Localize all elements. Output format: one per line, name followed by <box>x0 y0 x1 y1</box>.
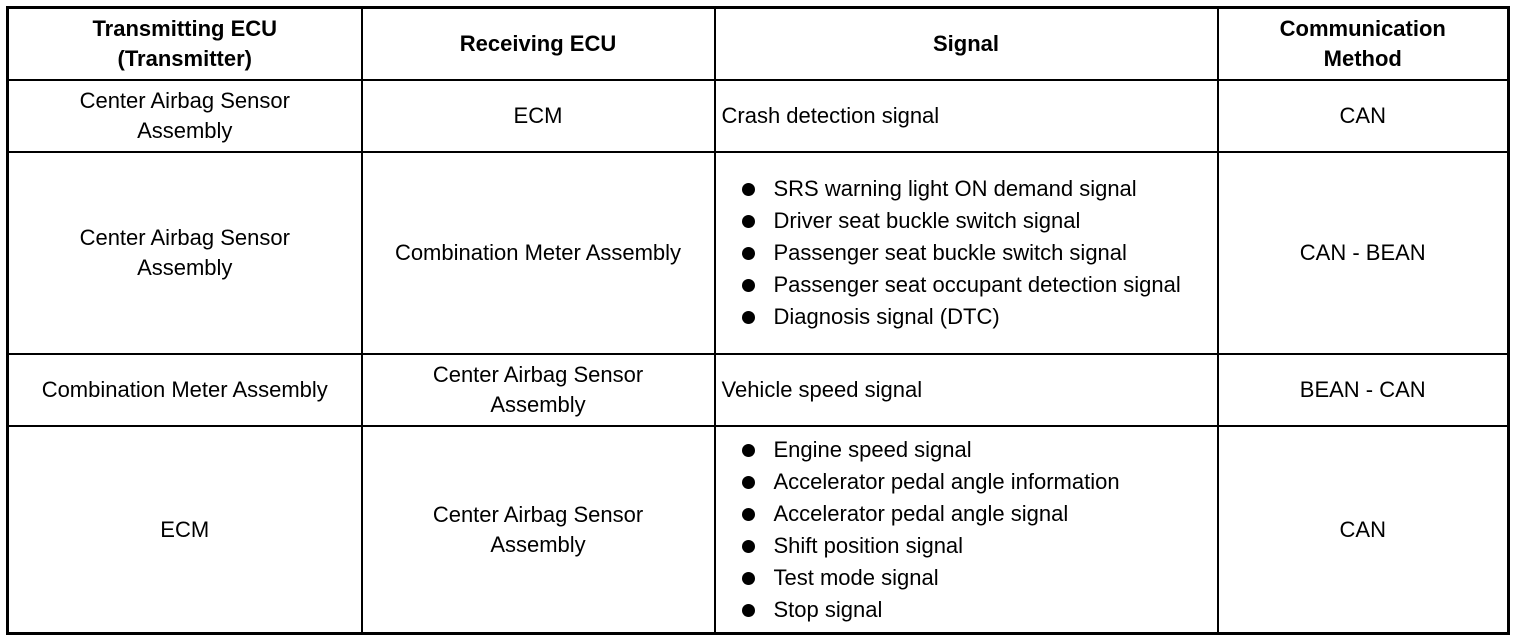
bullet-icon <box>742 183 755 196</box>
receiver-line2: Assembly <box>490 531 586 557</box>
method-cell: CAN <box>1218 80 1509 152</box>
table-row <box>8 80 1509 152</box>
table-row <box>8 354 1509 426</box>
signal-label: Shift position signal <box>773 532 964 558</box>
signal-cell: Vehicle speed signal <box>715 354 1218 426</box>
signal-list <box>722 435 1211 625</box>
header-transmitting-ecu-line2: (Transmitter) <box>117 46 252 71</box>
signal-list-item <box>740 435 1211 465</box>
bullet-icon <box>742 572 755 585</box>
bullet-icon <box>742 540 755 553</box>
transmitter-cell <box>8 80 362 152</box>
header-row <box>8 8 1509 81</box>
signal-label: Accelerator pedal angle information <box>773 468 1120 494</box>
signal-label: Passenger seat buckle switch signal <box>773 240 1127 265</box>
signal-label: Accelerator pedal angle signal <box>773 500 1069 526</box>
receiver-line1: Center Airbag Sensor <box>432 362 644 387</box>
receiver-cell: Combination Meter Assembly <box>362 152 715 354</box>
transmitter-line1: Center Airbag Sensor <box>79 225 290 250</box>
signal-cell <box>715 152 1218 354</box>
signal-label: Diagnosis signal (DTC) <box>773 304 1000 329</box>
signal-label: Passenger seat occupant detection signal <box>773 272 1181 297</box>
signal-list <box>722 174 1211 332</box>
receiver-cell: ECM <box>362 80 715 152</box>
transmitter-cell: Combination Meter Assembly <box>8 354 362 426</box>
signal-cell: Crash detection signal <box>715 80 1218 152</box>
bullet-icon <box>742 279 755 292</box>
table-row <box>8 152 1509 354</box>
signal-list-item <box>740 270 1211 300</box>
transmitter-cell <box>8 152 362 354</box>
signal-list-item <box>740 467 1211 497</box>
signal-label: Stop signal <box>773 596 883 622</box>
signal-list-item <box>740 499 1211 529</box>
header-receiving-ecu: Receiving ECU <box>362 8 715 81</box>
signal-list-item <box>740 238 1211 268</box>
bullet-icon <box>742 311 755 324</box>
signal-cell <box>715 426 1218 634</box>
method-cell: BEAN - CAN <box>1218 354 1509 426</box>
bullet-icon <box>742 444 755 457</box>
signal-label: Engine speed signal <box>773 436 972 462</box>
header-communication-method-line1: Communication <box>1279 16 1446 41</box>
signal-list-item <box>740 206 1211 236</box>
bullet-icon <box>742 604 755 617</box>
transmitter-line2: Assembly <box>137 118 233 143</box>
header-transmitting-ecu <box>8 8 362 81</box>
header-communication-method-line2: Method <box>1323 46 1402 71</box>
bullet-icon <box>742 215 755 228</box>
header-transmitting-ecu-line1: Transmitting ECU <box>92 16 278 41</box>
signal-label: SRS warning light ON demand signal <box>773 176 1137 201</box>
signal-list-item <box>740 531 1211 561</box>
receiver-line2: Assembly <box>490 392 586 417</box>
receiver-cell <box>362 354 715 426</box>
signal-list-item <box>740 302 1211 332</box>
signal-list-item <box>740 174 1211 204</box>
signal-list-item <box>740 595 1211 625</box>
method-cell: CAN - BEAN <box>1218 152 1509 354</box>
transmitter-line2: Assembly <box>137 255 233 280</box>
transmitter-cell: ECM <box>8 426 362 634</box>
signal-label: Test mode signal <box>773 564 939 590</box>
transmitter-line1: Center Airbag Sensor <box>79 88 290 113</box>
receiver-cell <box>362 426 715 634</box>
header-signal: Signal <box>715 8 1218 81</box>
receiver-line1: Center Airbag Sensor <box>432 501 644 527</box>
signal-list-item <box>740 563 1211 593</box>
bullet-icon <box>742 508 755 521</box>
signal-label: Driver seat buckle switch signal <box>773 208 1081 233</box>
table-row <box>8 426 1509 634</box>
method-cell: CAN <box>1218 426 1509 634</box>
bullet-icon <box>742 476 755 489</box>
header-communication-method <box>1218 8 1509 81</box>
communication-table <box>6 6 1510 635</box>
bullet-icon <box>742 247 755 260</box>
